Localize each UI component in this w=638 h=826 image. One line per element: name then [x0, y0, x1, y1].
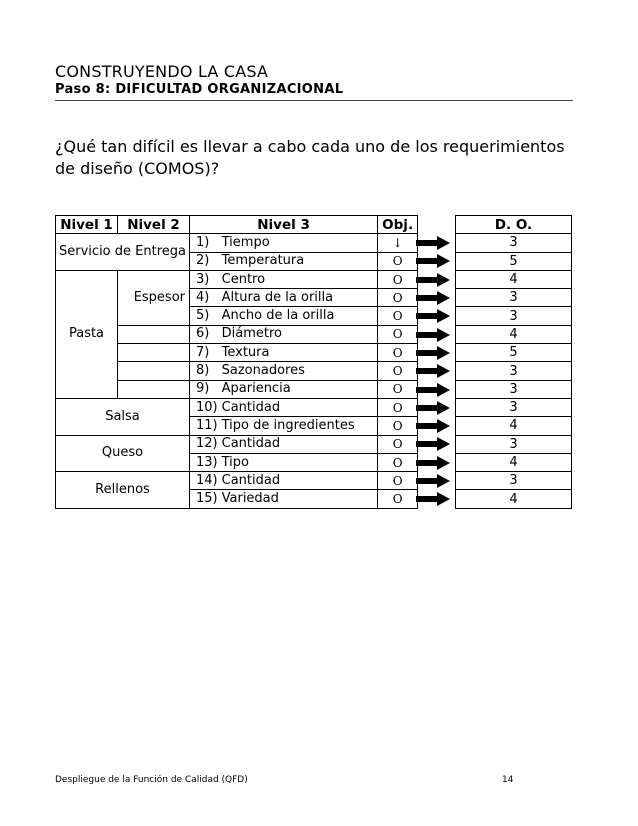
do-row [456, 307, 572, 325]
page-title: CONSTRUYENDO LA CASA [55, 62, 269, 81]
row-label: Apariencia [218, 380, 378, 398]
row-label: Variedad [218, 490, 378, 508]
do-value: 3 [456, 380, 572, 398]
table-row [56, 435, 418, 453]
right-arrow-icon [416, 271, 452, 289]
do-row [456, 417, 572, 435]
row-label: Temperatura [218, 252, 378, 270]
row-label: Cantidad [218, 472, 378, 490]
right-arrow-icon [416, 344, 452, 362]
header-nivel1: Nivel 1 [56, 216, 118, 234]
row-obj: O [378, 270, 418, 288]
group-pasta: Pasta [56, 270, 118, 398]
group-rellenos: Rellenos [56, 472, 190, 509]
do-row [456, 362, 572, 380]
do-row [456, 453, 572, 471]
do-row [456, 380, 572, 398]
right-arrow-icon [416, 490, 452, 508]
row-num: 12) [190, 435, 218, 453]
group-espesor: Espesor [118, 270, 190, 325]
do-row [456, 234, 572, 252]
do-value: 3 [456, 362, 572, 380]
row-label: Cantidad [218, 435, 378, 453]
table-header-row [56, 216, 418, 234]
header-do: D. O. [456, 216, 572, 234]
row-num: 4) [190, 289, 218, 307]
row-num: 2) [190, 252, 218, 270]
row-obj: O [378, 325, 418, 343]
row-obj: O [378, 472, 418, 490]
do-value: 3 [456, 234, 572, 252]
empty-cell [118, 325, 190, 343]
row-obj: O [378, 435, 418, 453]
row-num: 9) [190, 380, 218, 398]
row-label: Tipo [218, 453, 378, 471]
do-value: 3 [456, 307, 572, 325]
do-value: 3 [456, 472, 572, 490]
empty-cell [118, 362, 190, 380]
arrow-column [416, 234, 452, 508]
do-table [455, 215, 572, 509]
row-num: 10) [190, 398, 218, 416]
row-label: Centro [218, 270, 378, 288]
row-obj: O [378, 380, 418, 398]
do-row [456, 325, 572, 343]
right-arrow-icon [416, 380, 452, 398]
do-row [456, 344, 572, 362]
title-divider [55, 100, 573, 101]
do-row [456, 398, 572, 416]
row-num: 15) [190, 490, 218, 508]
right-arrow-icon [416, 252, 452, 270]
question-text: ¿Qué tan difícil es llevar a cabo cada uno de los requerimientos de diseño (COMOS)? [55, 137, 565, 178]
do-row [456, 289, 572, 307]
row-obj: O [378, 362, 418, 380]
row-label: Textura [218, 344, 378, 362]
row-label: Diámetro [218, 325, 378, 343]
empty-cell [118, 380, 190, 398]
group-salsa: Salsa [56, 398, 190, 435]
row-obj: O [378, 289, 418, 307]
row-num: 3) [190, 270, 218, 288]
row-label: Cantidad [218, 398, 378, 416]
row-label: Tipo de ingredientes [218, 417, 378, 435]
do-value: 4 [456, 453, 572, 471]
header-nivel3: Nivel 3 [190, 216, 378, 234]
row-obj: O [378, 417, 418, 435]
page-number: 14 [502, 775, 514, 785]
row-label: Altura de la orilla [218, 289, 378, 307]
row-obj: O [378, 252, 418, 270]
header-nivel2: Nivel 2 [118, 216, 190, 234]
do-value: 3 [456, 435, 572, 453]
do-value: 4 [456, 270, 572, 288]
row-obj: O [378, 490, 418, 508]
row-obj: O [378, 344, 418, 362]
row-num: 8) [190, 362, 218, 380]
do-row [456, 490, 572, 508]
table-row [56, 472, 418, 490]
right-arrow-icon [416, 325, 452, 343]
right-arrow-icon [416, 472, 452, 490]
right-arrow-icon [416, 234, 452, 252]
row-obj: O [378, 453, 418, 471]
row-num: 1) [190, 234, 218, 252]
empty-cell [118, 344, 190, 362]
right-arrow-icon [416, 399, 452, 417]
do-row [456, 270, 572, 288]
do-value: 3 [456, 398, 572, 416]
table-row [56, 234, 418, 252]
do-row [456, 472, 572, 490]
right-arrow-icon [416, 362, 452, 380]
do-value: 4 [456, 417, 572, 435]
row-obj: ↓ [378, 234, 418, 252]
group-queso: Queso [56, 435, 190, 472]
right-arrow-icon [416, 417, 452, 435]
header-obj: Obj. [378, 216, 418, 234]
row-num: 7) [190, 344, 218, 362]
table-row [56, 398, 418, 416]
row-label: Ancho de la orilla [218, 307, 378, 325]
do-value: 3 [456, 289, 572, 307]
requirements-table [55, 215, 418, 509]
row-label: Sazonadores [218, 362, 378, 380]
row-obj: O [378, 307, 418, 325]
footer-text: Despliegue de la Función de Calidad (QFD) [55, 775, 248, 785]
right-arrow-icon [416, 454, 452, 472]
table-row [56, 270, 418, 288]
do-header-row [456, 216, 572, 234]
group-servicio: Servicio de Entrega [56, 234, 190, 271]
do-row [456, 435, 572, 453]
row-num: 11) [190, 417, 218, 435]
do-value: 5 [456, 252, 572, 270]
right-arrow-icon [416, 289, 452, 307]
do-value: 5 [456, 344, 572, 362]
do-row [456, 252, 572, 270]
row-num: 5) [190, 307, 218, 325]
do-value: 4 [456, 325, 572, 343]
row-num: 6) [190, 325, 218, 343]
row-num: 14) [190, 472, 218, 490]
page-subtitle: Paso 8: DIFICULTAD ORGANIZACIONAL [55, 82, 344, 97]
right-arrow-icon [416, 307, 452, 325]
do-value: 4 [456, 490, 572, 508]
row-label: Tiempo [218, 234, 378, 252]
row-num: 13) [190, 453, 218, 471]
right-arrow-icon [416, 435, 452, 453]
row-obj: O [378, 398, 418, 416]
